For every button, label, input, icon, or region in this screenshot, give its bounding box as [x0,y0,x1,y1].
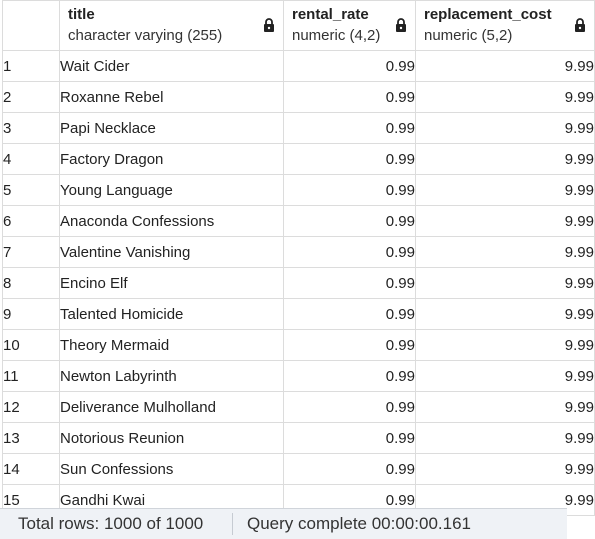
query-status: Query complete 00:00:00.161 [247,514,471,533]
column-name: title [68,6,95,23]
cell-title[interactable]: Encino Elf [60,268,284,299]
row-number[interactable]: 3 [3,113,60,144]
column-name: replacement_cost [424,6,552,23]
cell-replacement-cost[interactable]: 9.99 [416,392,595,423]
cell-replacement-cost[interactable]: 9.99 [416,82,595,113]
cell-rental-rate[interactable]: 0.99 [284,330,416,361]
cell-rental-rate[interactable]: 0.99 [284,175,416,206]
cell-replacement-cost[interactable]: 9.99 [416,144,595,175]
lock-icon [574,18,586,32]
cell-rental-rate[interactable]: 0.99 [284,206,416,237]
cell-title[interactable]: Factory Dragon [60,144,284,175]
cell-replacement-cost[interactable]: 9.99 [416,454,595,485]
cell-rental-rate[interactable]: 0.99 [284,113,416,144]
table-row[interactable] [3,51,595,82]
row-number[interactable]: 10 [3,330,60,361]
cell-replacement-cost[interactable]: 9.99 [416,268,595,299]
total-rows-status: Total rows: 1000 of 1000 [18,514,204,533]
cell-rental-rate[interactable]: 0.99 [284,237,416,268]
table-row[interactable] [3,299,595,330]
table-row[interactable] [3,82,595,113]
cell-title[interactable]: Valentine Vanishing [60,237,284,268]
column-type: numeric (4,2) [292,27,381,44]
row-number[interactable]: 7 [3,237,60,268]
status-divider [232,513,233,535]
cell-replacement-cost[interactable]: 9.99 [416,485,595,516]
table-row[interactable] [3,268,595,299]
cell-replacement-cost[interactable]: 9.99 [416,113,595,144]
cell-rental-rate[interactable]: 0.99 [284,144,416,175]
table-row[interactable] [3,392,595,423]
cell-title[interactable]: Theory Mermaid [60,330,284,361]
cell-replacement-cost[interactable]: 9.99 [416,237,595,268]
column-header-rental-rate[interactable] [284,1,416,51]
cell-replacement-cost[interactable]: 9.99 [416,206,595,237]
row-number[interactable]: 11 [3,361,60,392]
row-number[interactable]: 6 [3,206,60,237]
table-row[interactable] [3,361,595,392]
cell-title[interactable]: Sun Confessions [60,454,284,485]
select-all-corner[interactable] [3,1,60,51]
cell-replacement-cost[interactable]: 9.99 [416,175,595,206]
status-bar [0,508,567,539]
cell-replacement-cost[interactable]: 9.99 [416,299,595,330]
table-row[interactable] [3,454,595,485]
data-output-table [2,0,595,516]
cell-title[interactable]: Deliverance Mulholland [60,392,284,423]
cell-title[interactable]: Wait Cider [60,51,284,82]
row-number[interactable]: 15 [3,485,60,516]
row-number[interactable]: 5 [3,175,60,206]
cell-title[interactable]: Talented Homicide [60,299,284,330]
cell-replacement-cost[interactable]: 9.99 [416,330,595,361]
grid-body [3,51,595,516]
column-name: rental_rate [292,6,369,23]
column-type: numeric (5,2) [424,27,513,44]
cell-rental-rate[interactable]: 0.99 [284,485,416,516]
column-header-title[interactable] [60,1,284,51]
row-number[interactable]: 1 [3,51,60,82]
cell-title[interactable]: Roxanne Rebel [60,82,284,113]
table-row[interactable] [3,175,595,206]
cell-replacement-cost[interactable]: 9.99 [416,51,595,82]
row-number[interactable]: 9 [3,299,60,330]
row-number[interactable]: 8 [3,268,60,299]
table-row[interactable] [3,330,595,361]
table-row[interactable] [3,113,595,144]
row-number[interactable]: 12 [3,392,60,423]
row-number[interactable]: 14 [3,454,60,485]
cell-rental-rate[interactable]: 0.99 [284,268,416,299]
cell-title[interactable]: Anaconda Confessions [60,206,284,237]
cell-title[interactable]: Newton Labyrinth [60,361,284,392]
lock-icon [395,18,407,32]
table-row[interactable] [3,144,595,175]
table-row[interactable] [3,237,595,268]
cell-rental-rate[interactable]: 0.99 [284,51,416,82]
row-number[interactable]: 2 [3,82,60,113]
cell-rental-rate[interactable]: 0.99 [284,361,416,392]
cell-rental-rate[interactable]: 0.99 [284,392,416,423]
cell-replacement-cost[interactable]: 9.99 [416,423,595,454]
row-number[interactable]: 13 [3,423,60,454]
lock-icon [263,18,275,32]
cell-title[interactable]: Gandhi Kwai [60,485,284,516]
header-row [3,1,595,51]
cell-rental-rate[interactable]: 0.99 [284,82,416,113]
cell-title[interactable]: Papi Necklace [60,113,284,144]
column-header-replacement-cost[interactable] [416,1,595,51]
row-number[interactable]: 4 [3,144,60,175]
column-type: character varying (255) [68,27,223,44]
cell-title[interactable]: Notorious Reunion [60,423,284,454]
table-row[interactable] [3,206,595,237]
cell-rental-rate[interactable]: 0.99 [284,454,416,485]
cell-rental-rate[interactable]: 0.99 [284,423,416,454]
table-row[interactable] [3,423,595,454]
cell-rental-rate[interactable]: 0.99 [284,299,416,330]
cell-replacement-cost[interactable]: 9.99 [416,361,595,392]
cell-title[interactable]: Young Language [60,175,284,206]
